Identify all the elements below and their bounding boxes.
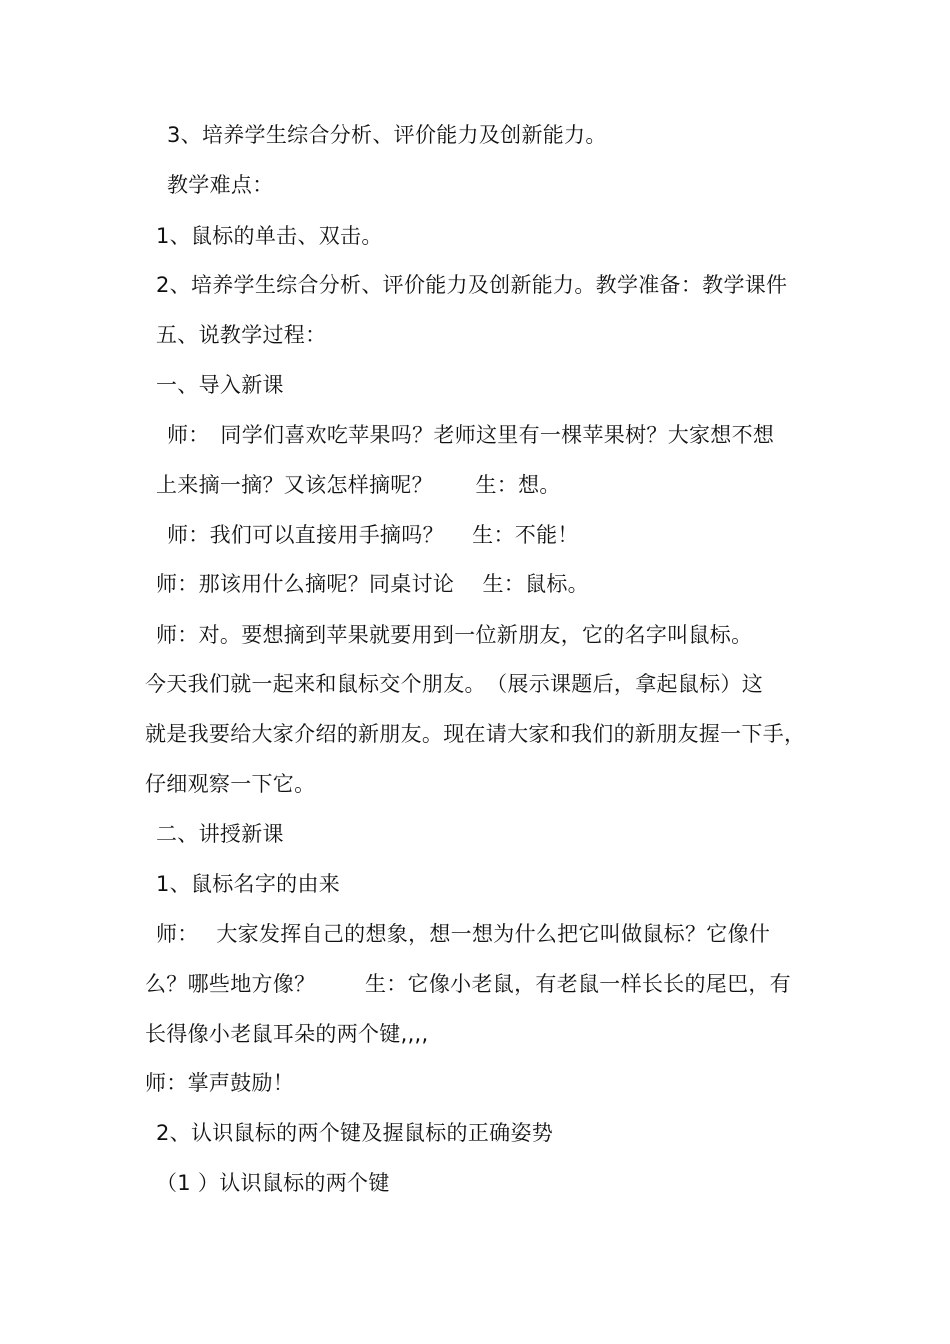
dialogue-line: 师：那该用什么摘呢？同桌讨论 生：鼠标。	[156, 572, 589, 596]
dialogue-line: 师：对。要想摘到苹果就要用到一位新朋友，它的名字叫鼠标。	[156, 623, 753, 647]
text-line: 2、培养学生综合分析、评价能力及创新能力。教学准备：教学课件	[156, 273, 788, 297]
section-heading: 二、讲授新课	[156, 822, 284, 846]
text-line: 仔细观察一下它。	[145, 772, 316, 796]
dialogue-line: 师：我们可以直接用手摘吗？ 生：不能！	[167, 523, 579, 547]
text-line: 1、鼠标的单击、双击。	[156, 224, 383, 248]
section-heading: 教学难点：	[167, 173, 274, 197]
dialogue-line: 师： 同学们喜欢吃苹果吗？老师这里有一棵苹果树？大家想不想	[167, 423, 775, 447]
text-line: 3、培养学生综合分析、评价能力及创新能力。	[167, 123, 607, 147]
subsection-heading: 2、认识鼠标的两个键及握鼠标的正确姿势	[156, 1121, 554, 1145]
dialogue-line: 上来摘一摘？又该怎样摘呢？ 生：想。	[156, 473, 561, 497]
text-line: 就是我要给大家介绍的新朋友。现在请大家和我们的新朋友握一下手，	[145, 722, 806, 746]
dialogue-line: 师：掌声鼓励！	[145, 1071, 295, 1095]
subsection-heading: （1 ）认识鼠标的两个键	[156, 1171, 390, 1195]
subsection-heading: 1、鼠标名字的由来	[156, 872, 341, 896]
text-line: 长得像小老鼠耳朵的两个键,,,,	[145, 1022, 429, 1046]
section-heading: 五、说教学过程：	[156, 323, 327, 347]
section-heading: 一、导入新课	[156, 373, 284, 397]
dialogue-line: 么？哪些地方像？ 生：它像小老鼠，有老鼠一样长长的尾巴，有	[145, 972, 791, 996]
text-line: 今天我们就一起来和鼠标交个朋友。 （展示课题后，拿起鼠标）这	[145, 672, 763, 696]
dialogue-line: 师： 大家发挥自己的想象，想一想为什么把它叫做鼠标？它像什	[156, 922, 771, 946]
